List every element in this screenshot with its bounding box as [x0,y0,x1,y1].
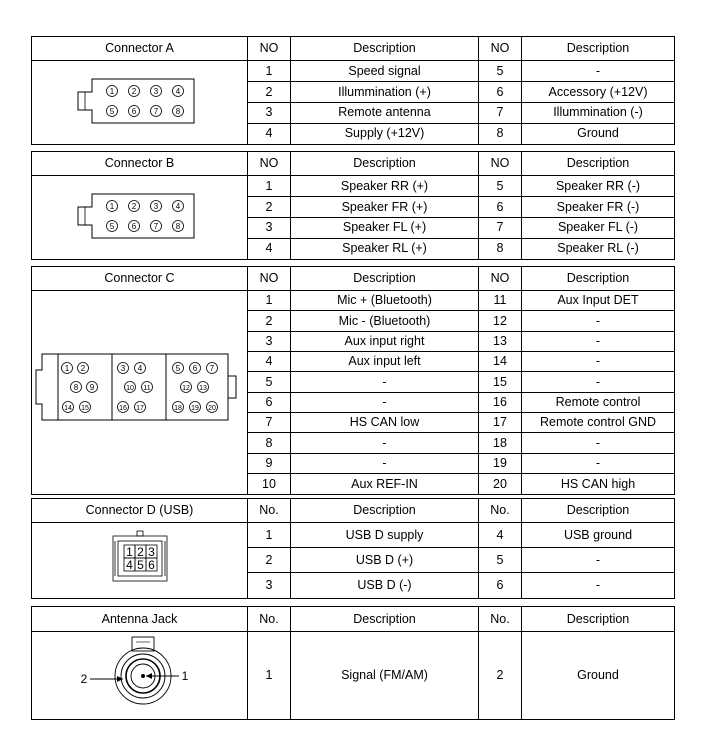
pin-description: - [291,372,479,392]
pin-description: Remote control GND [522,413,675,433]
pin-description: - [522,548,675,573]
pin-description: HS CAN low [291,413,479,433]
pin-label: 16 [119,405,127,412]
pin-no: 8 [248,433,291,453]
connector-a-table [31,36,675,145]
pin-label: 2 [80,364,86,373]
header-description: Description [291,267,479,291]
pin-no: 2 [248,81,291,102]
pin-description: USB ground [522,523,675,548]
pin-no: 15 [479,372,522,392]
pin-label: 8 [73,383,79,392]
antenna-jack-title: Antenna Jack [32,607,248,632]
header-description: Description [291,607,479,632]
pin-no: 4 [248,238,291,259]
pin-no: 1 [248,61,291,82]
pin-no: 17 [479,413,522,433]
pin-label: 1 [109,202,115,211]
pin-description: USB D supply [291,523,479,548]
pin-description: Ground [522,123,675,144]
pin-label: 4 [137,364,143,373]
pin-no: 2 [248,196,291,217]
pin-no: 2 [479,632,522,720]
pin-description: - [522,453,675,473]
pin-label: 20 [208,405,216,412]
pin-no: 9 [248,453,291,473]
pin-label: 4 [126,558,133,572]
pin-no: 4 [479,523,522,548]
pin-no: 2 [248,311,291,331]
pin-label: 8 [175,222,181,231]
pin-label: 6 [131,222,137,231]
pin-description: - [522,573,675,598]
pin-description: Illummination (+) [291,81,479,102]
pin-description: Speaker FL (-) [522,217,675,238]
connector-b-title: Connector B [32,152,248,176]
pin-no: 14 [479,352,522,372]
pin-label: 7 [153,107,159,116]
pin-label: 14 [64,405,72,412]
pin-no: 8 [479,123,522,144]
header-description: Description [522,267,675,291]
pin-no: 2 [248,548,291,573]
pin-no: 5 [479,61,522,82]
header-no: No. [248,607,291,632]
pin-label: 7 [209,364,215,373]
pin-no: 8 [479,238,522,259]
pin-no: 6 [479,81,522,102]
connector-8pin-icon [32,61,247,141]
pin-no: 1 [248,523,291,548]
pin-no: 5 [248,372,291,392]
connector-20pin-icon [32,291,247,491]
pin-label: 6 [192,364,198,373]
header-no: NO [248,152,291,176]
header-no: No. [479,499,522,523]
pin-label: 3 [153,202,159,211]
header-no: NO [479,267,522,291]
header-description: Description [291,499,479,523]
pin-no: 7 [479,217,522,238]
connector-d-diagram [32,523,248,599]
pin-description: - [522,331,675,351]
pin-description: Illummination (-) [522,102,675,123]
header-description: Description [522,499,675,523]
pin-no: 6 [248,392,291,412]
pin-label: 7 [153,222,159,231]
pin-no: 12 [479,311,522,331]
pin-label: 2 [131,87,137,96]
pin-no: 11 [479,291,522,311]
pin-label: 18 [174,405,182,412]
header-no: NO [479,37,522,61]
header-no: No. [248,499,291,523]
pin-label: 5 [137,558,144,572]
pin-label: 5 [175,364,181,373]
pin-label: 4 [175,87,181,96]
pin-label: 3 [153,87,159,96]
pin-label: 5 [109,222,115,231]
header-no: NO [248,267,291,291]
header-description: Description [522,607,675,632]
pin-label: 1 [64,364,70,373]
pin-label: 19 [191,405,199,412]
pin-description: - [522,372,675,392]
connector-a-diagram [32,61,248,145]
header-description: Description [291,152,479,176]
pin-description: Mic - (Bluetooth) [291,311,479,331]
pin-no: 7 [248,413,291,433]
header-no: NO [479,152,522,176]
connector-c-table [31,266,675,495]
pin-label: 11 [143,385,151,392]
pin-description: Speaker FL (+) [291,217,479,238]
pin-label: 9 [89,383,95,392]
pin-label: 4 [175,202,181,211]
pin-label: 10 [126,385,134,392]
pin-no: 5 [479,176,522,197]
pin-label: 3 [120,364,126,373]
pin-description: - [522,61,675,82]
pin-label: 1 [181,669,189,683]
pin-no: 1 [248,176,291,197]
pin-description: Speed signal [291,61,479,82]
pin-label: 3 [148,545,155,559]
pin-no: 3 [248,217,291,238]
pin-no: 4 [248,352,291,372]
header-description: Description [522,37,675,61]
pin-no: 6 [479,573,522,598]
pin-no: 20 [479,474,522,494]
pin-label: 1 [109,87,115,96]
pin-no: 18 [479,433,522,453]
pin-no: 3 [248,573,291,598]
pin-no: 3 [248,331,291,351]
pin-description: Speaker RL (+) [291,238,479,259]
pin-description: Aux Input DET [522,291,675,311]
pin-description: Aux input left [291,352,479,372]
connector-usb-icon [32,523,247,595]
pin-description: - [291,453,479,473]
pin-description: Speaker FR (-) [522,196,675,217]
pin-description: Speaker RR (-) [522,176,675,197]
pin-description: - [522,352,675,372]
pin-label: 2 [80,672,88,686]
pin-label: 1 [126,545,133,559]
connector-c-diagram [32,291,248,495]
pin-no: 4 [248,123,291,144]
antenna-jack-diagram [32,632,248,720]
connector-8pin-icon [32,176,247,256]
pin-label: 12 [182,385,190,392]
pin-label: 5 [109,107,115,116]
pin-label: 17 [136,405,144,412]
pin-description: Supply (+12V) [291,123,479,144]
connector-a-title: Connector A [32,37,248,61]
pin-description: Signal (FM/AM) [291,632,479,720]
pin-description: USB D (+) [291,548,479,573]
pin-no: 13 [479,331,522,351]
pin-description: Accessory (+12V) [522,81,675,102]
pin-description: Speaker FR (+) [291,196,479,217]
connector-c-title: Connector C [32,267,248,291]
pin-no: 3 [248,102,291,123]
pin-no: 19 [479,453,522,473]
pin-description: - [291,433,479,453]
pin-label: 2 [131,202,137,211]
pin-no: 1 [248,632,291,720]
header-no: NO [248,37,291,61]
pin-no: 6 [479,196,522,217]
pin-label: 8 [175,107,181,116]
connector-d-title: Connector D (USB) [32,499,248,523]
pin-description: - [522,311,675,331]
pin-label: 13 [199,385,207,392]
pin-description: - [291,392,479,412]
header-no: No. [479,607,522,632]
pin-no: 7 [479,102,522,123]
antenna-jack-icon [32,632,247,716]
pin-label: 2 [137,545,144,559]
pin-description: USB D (-) [291,573,479,598]
connector-b-table [31,151,675,260]
pin-description: HS CAN high [522,474,675,494]
pin-description: Mic + (Bluetooth) [291,291,479,311]
pin-description: Aux REF-IN [291,474,479,494]
pin-label: 6 [131,107,137,116]
pin-no: 5 [479,548,522,573]
pin-description: Ground [522,632,675,720]
pin-no: 1 [248,291,291,311]
header-description: Description [522,152,675,176]
pin-description: Aux input right [291,331,479,351]
pin-description: Speaker RL (-) [522,238,675,259]
pin-description: Speaker RR (+) [291,176,479,197]
pin-description: Remote antenna [291,102,479,123]
pin-description: - [522,433,675,453]
pin-description: Remote control [522,392,675,412]
pin-label: 6 [148,558,155,572]
pin-no: 10 [248,474,291,494]
connector-b-diagram [32,176,248,260]
connector-d-table [31,498,675,599]
antenna-jack-table [31,606,675,720]
pin-label: 15 [81,405,89,412]
header-description: Description [291,37,479,61]
pin-no: 16 [479,392,522,412]
